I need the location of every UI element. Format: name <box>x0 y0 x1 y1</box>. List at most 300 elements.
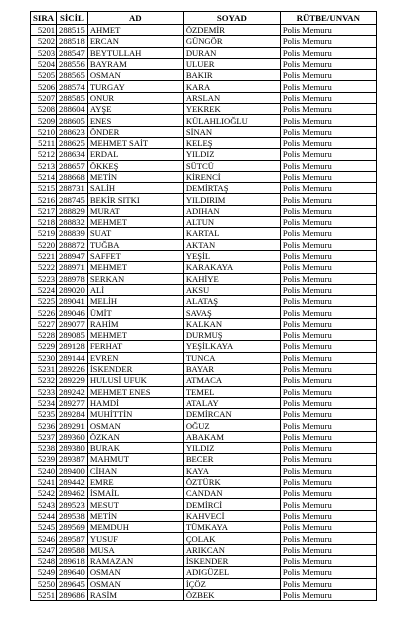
sira-cell: 5207 <box>31 92 57 103</box>
table-row <box>31 431 377 442</box>
soyad-cell: ADIGÜZEL <box>183 567 280 578</box>
sira-cell: 5225 <box>31 296 57 307</box>
soyad-cell: ADIHAN <box>183 205 280 216</box>
table-row <box>31 81 377 92</box>
sicil-cell: 289400 <box>57 465 88 476</box>
sira-cell: 5227 <box>31 318 57 329</box>
sicil-cell: 289284 <box>57 409 88 420</box>
table-row <box>31 341 377 352</box>
ad-cell: MEHMET <box>87 217 183 228</box>
sira-cell: 5214 <box>31 171 57 182</box>
ad-cell: HULUSİ UFUK <box>87 375 183 386</box>
sira-cell: 5231 <box>31 363 57 374</box>
sicil-cell: 288625 <box>57 137 88 148</box>
soyad-cell: BECER <box>183 454 280 465</box>
rutbe-cell: Polis Memuru <box>280 205 376 216</box>
sicil-cell: 289640 <box>57 567 88 578</box>
sicil-cell: 288731 <box>57 183 88 194</box>
rutbe-cell: Polis Memuru <box>280 409 376 420</box>
rutbe-cell: Polis Memuru <box>280 104 376 115</box>
sira-cell: 5243 <box>31 499 57 510</box>
sira-cell: 5201 <box>31 25 57 36</box>
table-row <box>31 25 377 36</box>
soyad-cell: DURAN <box>183 47 280 58</box>
sira-cell: 5248 <box>31 555 57 566</box>
sira-cell: 5238 <box>31 442 57 453</box>
sira-cell: 5228 <box>31 330 57 341</box>
sicil-cell: 289291 <box>57 420 88 431</box>
table-row <box>31 250 377 261</box>
table-row <box>31 262 377 273</box>
table-row <box>31 307 377 318</box>
sira-cell: 5236 <box>31 420 57 431</box>
table-row <box>31 284 377 295</box>
rutbe-cell: Polis Memuru <box>280 262 376 273</box>
table-row <box>31 183 377 194</box>
rutbe-cell: Polis Memuru <box>280 228 376 239</box>
sira-cell: 5249 <box>31 567 57 578</box>
rutbe-cell: Polis Memuru <box>280 499 376 510</box>
table-row <box>31 126 377 137</box>
rutbe-cell: Polis Memuru <box>280 296 376 307</box>
rutbe-cell: Polis Memuru <box>280 386 376 397</box>
table-row <box>31 567 377 578</box>
ad-cell: RAMAZAN <box>87 555 183 566</box>
soyad-cell: KAHVECİ <box>183 510 280 521</box>
sicil-cell: 289686 <box>57 589 88 600</box>
rutbe-cell: Polis Memuru <box>280 250 376 261</box>
rutbe-cell: Polis Memuru <box>280 567 376 578</box>
sicil-cell: 289077 <box>57 318 88 329</box>
soyad-cell: YILDIZ <box>183 149 280 160</box>
rutbe-cell: Polis Memuru <box>280 375 376 386</box>
table-row <box>31 409 377 420</box>
ad-cell: TURGAY <box>87 81 183 92</box>
soyad-cell: KALKAN <box>183 318 280 329</box>
table-row <box>31 36 377 47</box>
soyad-cell: SAVAŞ <box>183 307 280 318</box>
table-row <box>31 273 377 284</box>
rutbe-cell: Polis Memuru <box>280 239 376 250</box>
rutbe-cell: Polis Memuru <box>280 544 376 555</box>
soyad-cell: KÜLAHLIOĞLU <box>183 115 280 126</box>
sira-cell: 5251 <box>31 589 57 600</box>
sira-cell: 5222 <box>31 262 57 273</box>
soyad-cell: ARSLAN <box>183 92 280 103</box>
table-row <box>31 217 377 228</box>
table-row <box>31 522 377 533</box>
ad-cell: ÖZKAN <box>87 431 183 442</box>
table-row <box>31 476 377 487</box>
table-row <box>31 160 377 171</box>
sira-cell: 5213 <box>31 160 57 171</box>
ad-cell: İSKENDER <box>87 363 183 374</box>
rutbe-cell: Polis Memuru <box>280 363 376 374</box>
sicil-cell: 289645 <box>57 578 88 589</box>
sicil-cell: 289387 <box>57 454 88 465</box>
table-header-row <box>31 12 377 25</box>
rutbe-cell: Polis Memuru <box>280 465 376 476</box>
ad-cell: BAYRAM <box>87 58 183 69</box>
ad-cell: MEHMET <box>87 330 183 341</box>
sicil-cell: 289380 <box>57 442 88 453</box>
ad-cell: OSMAN <box>87 578 183 589</box>
sicil-cell: 289618 <box>57 555 88 566</box>
soyad-cell: İSKENDER <box>183 555 280 566</box>
table-row <box>31 578 377 589</box>
rutbe-cell: Polis Memuru <box>280 126 376 137</box>
soyad-cell: KARTAL <box>183 228 280 239</box>
rutbe-cell: Polis Memuru <box>280 183 376 194</box>
rutbe-cell: Polis Memuru <box>280 352 376 363</box>
sira-cell: 5237 <box>31 431 57 442</box>
ad-cell: MUHİTTİN <box>87 409 183 420</box>
soyad-cell: SİNAN <box>183 126 280 137</box>
sicil-cell: 289360 <box>57 431 88 442</box>
sira-cell: 5216 <box>31 194 57 205</box>
rutbe-cell: Polis Memuru <box>280 420 376 431</box>
ad-cell: ENES <box>87 115 183 126</box>
sicil-cell: 288605 <box>57 115 88 126</box>
sicil-cell: 288634 <box>57 149 88 160</box>
sira-cell: 5209 <box>31 115 57 126</box>
sicil-cell: 289046 <box>57 307 88 318</box>
ad-cell: METİN <box>87 171 183 182</box>
rutbe-cell: Polis Memuru <box>280 533 376 544</box>
sicil-cell: 288829 <box>57 205 88 216</box>
soyad-cell: DEMİRCAN <box>183 409 280 420</box>
soyad-cell: ARIKCAN <box>183 544 280 555</box>
rutbe-cell: Polis Memuru <box>280 454 376 465</box>
table-row <box>31 171 377 182</box>
ad-cell: MESUT <box>87 499 183 510</box>
ad-cell: AHMET <box>87 25 183 36</box>
sicil-cell: 288947 <box>57 250 88 261</box>
sira-cell: 5235 <box>31 409 57 420</box>
table-row <box>31 239 377 250</box>
soyad-cell: KAHİYE <box>183 273 280 284</box>
sira-cell: 5211 <box>31 137 57 148</box>
table-row <box>31 149 377 160</box>
sicil-cell: 288515 <box>57 25 88 36</box>
sicil-cell: 289587 <box>57 533 88 544</box>
table-row <box>31 228 377 239</box>
sira-cell: 5240 <box>31 465 57 476</box>
table-row <box>31 544 377 555</box>
ad-cell: OSMAN <box>87 70 183 81</box>
soyad-cell: ÖZDEMİR <box>183 25 280 36</box>
sicil-cell: 288518 <box>57 36 88 47</box>
rutbe-cell: Polis Memuru <box>280 81 376 92</box>
sira-cell: 5208 <box>31 104 57 115</box>
soyad-cell: KAYA <box>183 465 280 476</box>
sira-cell: 5218 <box>31 217 57 228</box>
sicil-cell: 288872 <box>57 239 88 250</box>
sicil-cell: 289144 <box>57 352 88 363</box>
rutbe-cell: Polis Memuru <box>280 47 376 58</box>
rutbe-cell: Polis Memuru <box>280 341 376 352</box>
table-row <box>31 104 377 115</box>
soyad-cell: TUNCA <box>183 352 280 363</box>
soyad-cell: ÇOLAK <box>183 533 280 544</box>
ad-cell: BEYTULLAH <box>87 47 183 58</box>
soyad-cell: DEMİRCİ <box>183 499 280 510</box>
sira-cell: 5220 <box>31 239 57 250</box>
rutbe-cell: Polis Memuru <box>280 442 376 453</box>
soyad-cell: KİRENCİ <box>183 171 280 182</box>
table-row <box>31 352 377 363</box>
rutbe-cell: Polis Memuru <box>280 70 376 81</box>
ad-cell: YUSUF <box>87 533 183 544</box>
rutbe-cell: Polis Memuru <box>280 397 376 408</box>
ad-cell: ÜMİT <box>87 307 183 318</box>
sira-cell: 5206 <box>31 81 57 92</box>
table-row <box>31 499 377 510</box>
sira-cell: 5212 <box>31 149 57 160</box>
ad-cell: SUAT <box>87 228 183 239</box>
table-row <box>31 510 377 521</box>
table-row <box>31 533 377 544</box>
ad-cell: MELİH <box>87 296 183 307</box>
soyad-cell: ÖZBEK <box>183 589 280 600</box>
sira-cell: 5250 <box>31 578 57 589</box>
rutbe-cell: Polis Memuru <box>280 217 376 228</box>
ad-cell: MURAT <box>87 205 183 216</box>
rutbe-cell: Polis Memuru <box>280 555 376 566</box>
sicil-cell: 289128 <box>57 341 88 352</box>
sicil-cell: 289442 <box>57 476 88 487</box>
sicil-cell: 289569 <box>57 522 88 533</box>
sira-cell: 5202 <box>31 36 57 47</box>
personnel-table <box>30 11 377 601</box>
sicil-cell: 288574 <box>57 81 88 92</box>
soyad-cell: DEMİRTAŞ <box>183 183 280 194</box>
sira-cell: 5233 <box>31 386 57 397</box>
sicil-cell: 288565 <box>57 70 88 81</box>
sira-cell: 5241 <box>31 476 57 487</box>
ad-cell: HAMDİ <box>87 397 183 408</box>
table-row <box>31 330 377 341</box>
sira-cell: 5219 <box>31 228 57 239</box>
soyad-cell: YEKREK <box>183 104 280 115</box>
rutbe-cell: Polis Memuru <box>280 522 376 533</box>
header-ad: AD <box>87 12 183 25</box>
rutbe-cell: Polis Memuru <box>280 330 376 341</box>
soyad-cell: YILDIRIM <box>183 194 280 205</box>
soyad-cell: BAKIR <box>183 70 280 81</box>
soyad-cell: KELEŞ <box>183 137 280 148</box>
sira-cell: 5242 <box>31 488 57 499</box>
ad-cell: EVREN <box>87 352 183 363</box>
sira-cell: 5204 <box>31 58 57 69</box>
sicil-cell: 288971 <box>57 262 88 273</box>
sira-cell: 5205 <box>31 70 57 81</box>
rutbe-cell: Polis Memuru <box>280 476 376 487</box>
sicil-cell: 288668 <box>57 171 88 182</box>
ad-cell: ÖNDER <box>87 126 183 137</box>
sira-cell: 5247 <box>31 544 57 555</box>
sicil-cell: 288978 <box>57 273 88 284</box>
ad-cell: ONUR <box>87 92 183 103</box>
soyad-cell: ÖZTÜRK <box>183 476 280 487</box>
sicil-cell: 289242 <box>57 386 88 397</box>
ad-cell: BEKİR SITKI <box>87 194 183 205</box>
ad-cell: MEMDUH <box>87 522 183 533</box>
soyad-cell: AKTAN <box>183 239 280 250</box>
ad-cell: RAHİM <box>87 318 183 329</box>
sicil-cell: 289588 <box>57 544 88 555</box>
table-row <box>31 296 377 307</box>
ad-cell: EMRE <box>87 476 183 487</box>
sira-cell: 5203 <box>31 47 57 58</box>
table-row <box>31 442 377 453</box>
rutbe-cell: Polis Memuru <box>280 589 376 600</box>
ad-cell: BURAK <box>87 442 183 453</box>
sicil-cell: 288745 <box>57 194 88 205</box>
ad-cell: OSMAN <box>87 567 183 578</box>
ad-cell: TUĞBA <box>87 239 183 250</box>
rutbe-cell: Polis Memuru <box>280 510 376 521</box>
sira-cell: 5246 <box>31 533 57 544</box>
table-row <box>31 194 377 205</box>
ad-cell: MAHMUT <box>87 454 183 465</box>
rutbe-cell: Polis Memuru <box>280 25 376 36</box>
sira-cell: 5210 <box>31 126 57 137</box>
ad-cell: SAFFET <box>87 250 183 261</box>
ad-cell: MEHMET <box>87 262 183 273</box>
sira-cell: 5239 <box>31 454 57 465</box>
ad-cell: MUSA <box>87 544 183 555</box>
table-row <box>31 397 377 408</box>
table-row <box>31 115 377 126</box>
sicil-cell: 288556 <box>57 58 88 69</box>
soyad-cell: KARAKAYA <box>183 262 280 273</box>
table-row <box>31 465 377 476</box>
table-row <box>31 205 377 216</box>
table-row <box>31 137 377 148</box>
rutbe-cell: Polis Memuru <box>280 578 376 589</box>
sira-cell: 5217 <box>31 205 57 216</box>
table-row <box>31 375 377 386</box>
sicil-cell: 288604 <box>57 104 88 115</box>
soyad-cell: YEŞİL <box>183 250 280 261</box>
table-row <box>31 555 377 566</box>
soyad-cell: ULUER <box>183 58 280 69</box>
rutbe-cell: Polis Memuru <box>280 318 376 329</box>
sira-cell: 5226 <box>31 307 57 318</box>
sira-cell: 5224 <box>31 284 57 295</box>
rutbe-cell: Polis Memuru <box>280 431 376 442</box>
sicil-cell: 288832 <box>57 217 88 228</box>
ad-cell: İSMAİL <box>87 488 183 499</box>
rutbe-cell: Polis Memuru <box>280 307 376 318</box>
rutbe-cell: Polis Memuru <box>280 273 376 284</box>
table-row <box>31 454 377 465</box>
soyad-cell: SÜTCÜ <box>183 160 280 171</box>
header-sira: SIRA <box>31 12 57 25</box>
soyad-cell: İÇÖZ <box>183 578 280 589</box>
ad-cell: OSMAN <box>87 420 183 431</box>
ad-cell: ERDAL <box>87 149 183 160</box>
sicil-cell: 288585 <box>57 92 88 103</box>
soyad-cell: CANDAN <box>183 488 280 499</box>
table-row <box>31 420 377 431</box>
soyad-cell: DURMUŞ <box>183 330 280 341</box>
soyad-cell: YEŞİLKAYA <box>183 341 280 352</box>
header-rutbe: RÜTBE/UNVAN <box>280 12 376 25</box>
sira-cell: 5230 <box>31 352 57 363</box>
rutbe-cell: Polis Memuru <box>280 194 376 205</box>
sicil-cell: 289226 <box>57 363 88 374</box>
ad-cell: FERHAT <box>87 341 183 352</box>
sira-cell: 5223 <box>31 273 57 284</box>
sicil-cell: 289523 <box>57 499 88 510</box>
sicil-cell: 289085 <box>57 330 88 341</box>
rutbe-cell: Polis Memuru <box>280 171 376 182</box>
ad-cell: ÖKKEŞ <box>87 160 183 171</box>
sira-cell: 5234 <box>31 397 57 408</box>
ad-cell: SALİH <box>87 183 183 194</box>
rutbe-cell: Polis Memuru <box>280 58 376 69</box>
header-soyad: SOYAD <box>183 12 280 25</box>
ad-cell: SERKAN <box>87 273 183 284</box>
sicil-cell: 289277 <box>57 397 88 408</box>
soyad-cell: YILDIZ <box>183 442 280 453</box>
sira-cell: 5245 <box>31 522 57 533</box>
sicil-cell: 288623 <box>57 126 88 137</box>
table-row <box>31 488 377 499</box>
ad-cell: ERCAN <box>87 36 183 47</box>
rutbe-cell: Polis Memuru <box>280 115 376 126</box>
sicil-cell: 288839 <box>57 228 88 239</box>
ad-cell: CİHAN <box>87 465 183 476</box>
soyad-cell: BAYAR <box>183 363 280 374</box>
table-row <box>31 58 377 69</box>
ad-cell: METİN <box>87 510 183 521</box>
sicil-cell: 289229 <box>57 375 88 386</box>
sicil-cell: 289462 <box>57 488 88 499</box>
table-row <box>31 589 377 600</box>
soyad-cell: ALTUN <box>183 217 280 228</box>
sira-cell: 5215 <box>31 183 57 194</box>
ad-cell: AYŞE <box>87 104 183 115</box>
soyad-cell: GÜNGÖR <box>183 36 280 47</box>
header-sicil: SİCİL <box>57 12 88 25</box>
rutbe-cell: Polis Memuru <box>280 137 376 148</box>
ad-cell: RASİM <box>87 589 183 600</box>
soyad-cell: OĞUZ <box>183 420 280 431</box>
rutbe-cell: Polis Memuru <box>280 92 376 103</box>
sicil-cell: 289020 <box>57 284 88 295</box>
rutbe-cell: Polis Memuru <box>280 488 376 499</box>
soyad-cell: KARA <box>183 81 280 92</box>
sicil-cell: 288547 <box>57 47 88 58</box>
rutbe-cell: Polis Memuru <box>280 149 376 160</box>
sicil-cell: 289041 <box>57 296 88 307</box>
soyad-cell: ATMACA <box>183 375 280 386</box>
table-row <box>31 70 377 81</box>
ad-cell: ALİ <box>87 284 183 295</box>
sira-cell: 5221 <box>31 250 57 261</box>
soyad-cell: ABAKAM <box>183 431 280 442</box>
table-row <box>31 363 377 374</box>
table-row <box>31 318 377 329</box>
ad-cell: MEHMET ENES <box>87 386 183 397</box>
sira-cell: 5229 <box>31 341 57 352</box>
soyad-cell: ATALAY <box>183 397 280 408</box>
soyad-cell: TÜMKAYA <box>183 522 280 533</box>
sira-cell: 5244 <box>31 510 57 521</box>
